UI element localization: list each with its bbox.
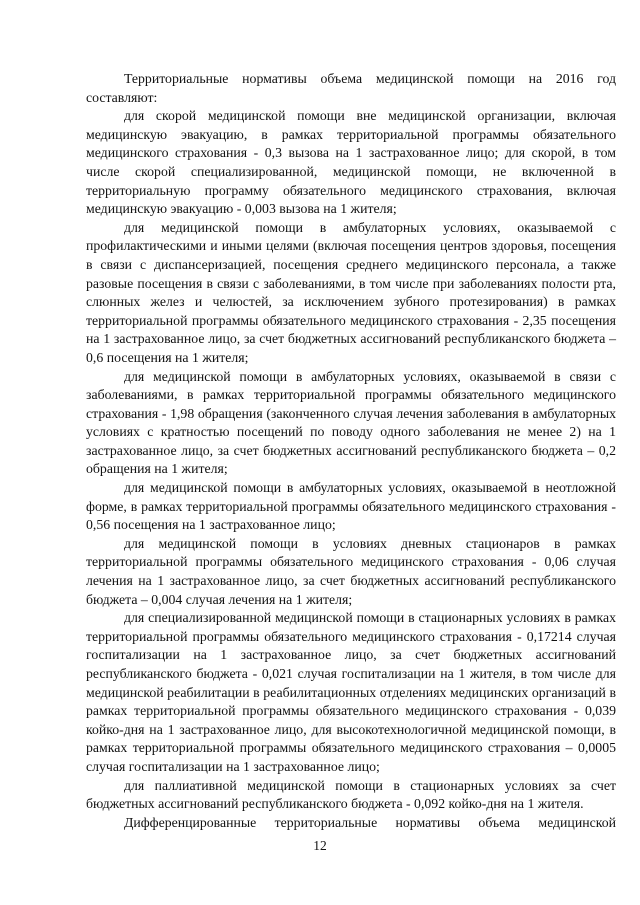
paragraph-day-hospital: для медицинской помощи в условиях дневных стационаров в рамках территориальной программы обязательного медицинского страхования - 0,06 случая лечения на 1 застрахованное лицо, за счет бюджетных ассигнований республиканского бюджета – 0,004 случая лечения на 1 жителя; bbox=[86, 535, 616, 607]
paragraph-outpatient-preventive: для медицинской помощи в амбулаторных условиях, оказываемой с профилактическими и иными целями (включая посещения центров здоровья, посещения в связи с диспансеризацией, посещения среднего медицинского персонала, а также разовые посещения в связи с заболеваниями, в том числе при заболеваниях полости рта, слюнных желез и челюстей, за исключением зубного протезирования) в рамках территориальной программы обязательного медицинского страхования - 2,35 посещения на 1 застрахованное лицо, за счет бюджетных ассигнований республиканского бюджета – 0,6 посещения на 1 жителя; bbox=[86, 219, 616, 365]
paragraph-differentiated: Дифференцированные территориальные нормативы объема медицинской bbox=[124, 814, 616, 830]
paragraph-outpatient-disease: для медицинской помощи в амбулаторных условиях, оказываемой в связи с заболеваниями, в рамках территориальной программы обязательного медицинского страхования - 1,98 обращения (законченного случая лечения заболевания в амбулаторных условиях с кратностью посещений по поводу одного заболевания не менее 2) на 1 застрахованное лицо, за счет бюджетных ассигнований республиканского бюджета – 0,2 обращения на 1 жителя; bbox=[86, 368, 616, 477]
paragraph-inpatient-specialized: для специализированной медицинской помощи в стационарных условиях в рамках территориальной программы обязательного медицинского страхования - 0,17214 случая госпитализации на 1 застрахованное лицо, за счет бюджетных ассигнований республиканского бюджета - 0,021 случая госпитализации на 1 жителя, в том числе для медицинской реабилитации в реабилитационных отделениях медицинских организаций в рамках территориальной программы обязательного медицинского страхования - 0,039 койко-дня на 1 застрахованное лицо, для высокотехнологичной медицинской помощи, в рамках территориальной программы обязательного медицинского страхования – 0,0005 случая госпитализации на 1 застрахованное лицо; bbox=[86, 610, 616, 774]
document-body bbox=[86, 70, 616, 832]
paragraph-emergency-care: для скорой медицинской помощи вне медицинской организации, включая медицинскую эвакуацию, в рамках территориальной программы обязательного медицинского страхования - 0,3 вызова на 1 застрахованное лицо; для скорой, в том числе скорой специализированной, медицинской помощи, не включенной в территориальную программу обязательного медицинского страхования, включая медицинскую эвакуацию - 0,003 вызова на 1 жителя; bbox=[86, 108, 616, 217]
page-number: 12 bbox=[313, 838, 327, 853]
paragraph-outpatient-urgent: для медицинской помощи в амбулаторных условиях, оказываемой в неотложной форме, в рамках территориальной программы обязательного медицинского страхования - 0,56 посещения на 1 застрахованное лицо; bbox=[86, 480, 616, 533]
paragraph-intro: Территориальные нормативы объема медицинской помощи на 2016 год составляют: bbox=[86, 71, 616, 105]
paragraph-palliative-care: для паллиативной медицинской помощи в стационарных условиях за счет бюджетных ассигнований республиканского бюджета - 0,092 койко-дня на 1 жителя. bbox=[86, 777, 616, 812]
